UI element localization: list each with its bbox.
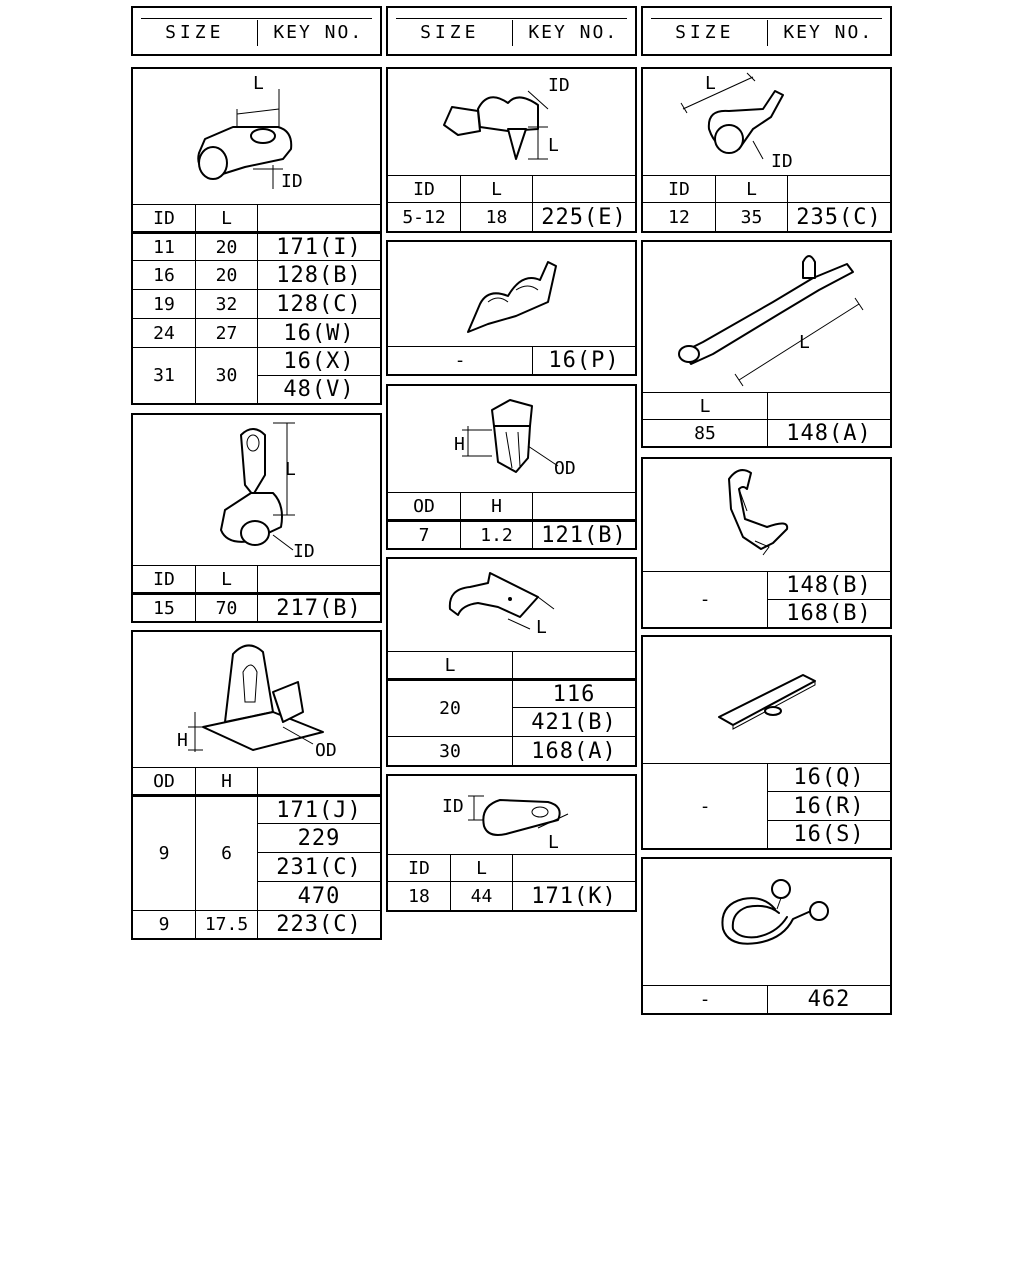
cell-key: 171(K) <box>512 881 635 910</box>
header-col3 <box>641 6 892 56</box>
dim-l-label: L <box>536 617 547 638</box>
dim-h-label: H <box>454 434 465 455</box>
col-head-l: L <box>643 392 767 419</box>
cell-l: 44 <box>450 881 512 910</box>
col-head-od: OD <box>133 767 195 794</box>
size-label: SIZE <box>420 22 480 43</box>
header-col1 <box>131 6 382 56</box>
clip-drawing <box>388 69 635 175</box>
col-head-h: H <box>460 492 532 519</box>
clip-panel-10 <box>641 240 892 448</box>
clip-panel-13 <box>641 857 892 1015</box>
cell-l: 70 <box>195 592 257 621</box>
clip-drawing <box>388 242 635 346</box>
clip-drawing <box>133 415 380 565</box>
clip-drawing <box>133 632 380 767</box>
cell-key: 231(C) <box>257 852 380 881</box>
cell-key: 16(R) <box>767 791 890 820</box>
col-head-id: ID <box>388 175 460 202</box>
clip-drawing <box>388 559 635 651</box>
col-head-l: L <box>460 175 532 202</box>
cell-l: 32 <box>195 289 257 318</box>
cell-key: 168(B) <box>767 599 890 627</box>
clip-panel-3 <box>131 630 382 940</box>
col-head-l: L <box>450 854 512 881</box>
clip-panel-1 <box>131 67 382 405</box>
col-head-l: L <box>388 651 512 678</box>
size-label: SIZE <box>675 22 735 43</box>
key-label: KEY NO. <box>273 22 364 43</box>
col-head-key <box>257 565 380 592</box>
dim-l-label: L <box>285 459 296 480</box>
cell-key: 16(Q) <box>767 763 890 791</box>
col-head-id: ID <box>643 175 715 202</box>
cell-key: 223(C) <box>257 910 380 938</box>
cell-size: - <box>643 571 767 627</box>
cell-id: 19 <box>133 289 195 318</box>
cell-key: 128(C) <box>257 289 380 318</box>
col-head-key <box>257 767 380 794</box>
dim-id-label: ID <box>548 75 570 96</box>
clip-panel-8 <box>386 774 637 912</box>
cell-od: 9 <box>133 794 195 910</box>
dim-id-label: ID <box>442 796 464 817</box>
col-head-key <box>257 204 380 231</box>
cell-size: - <box>388 346 532 374</box>
col-head-id: ID <box>133 204 195 231</box>
cell-id: 31 <box>133 347 195 403</box>
clip-drawing <box>643 859 890 985</box>
clip-drawing <box>643 459 890 571</box>
cell-key: 48(V) <box>257 375 380 403</box>
key-label: KEY NO. <box>528 22 619 43</box>
cell-size: - <box>643 763 767 848</box>
cell-id: 24 <box>133 318 195 347</box>
cell-key: 168(A) <box>512 736 635 765</box>
dim-l-label: L <box>799 332 810 353</box>
col-head-id: ID <box>388 854 450 881</box>
clip-drawing <box>388 386 635 492</box>
cell-l: 20 <box>195 231 257 260</box>
clip-panel-9 <box>641 67 892 233</box>
cell-l: 35 <box>715 202 787 231</box>
cell-h: 17.5 <box>195 910 257 938</box>
clip-drawing <box>643 637 890 763</box>
cell-size: - <box>643 985 767 1013</box>
cell-key: 171(J) <box>257 794 380 823</box>
cell-key: 128(B) <box>257 260 380 289</box>
dim-l-label: L <box>705 73 716 94</box>
cell-key: 16(X) <box>257 347 380 375</box>
cell-id: 18 <box>388 881 450 910</box>
col-head-l: L <box>715 175 787 202</box>
clip-drawing <box>388 776 635 854</box>
cell-id: 12 <box>643 202 715 231</box>
dim-id-label: ID <box>281 171 303 192</box>
cell-h: 1.2 <box>460 519 532 548</box>
cell-key: 171(I) <box>257 231 380 260</box>
col-head-key <box>767 392 890 419</box>
col-head-od: OD <box>388 492 460 519</box>
col-head-l: L <box>195 204 257 231</box>
clip-panel-2 <box>131 413 382 623</box>
col-head-key <box>787 175 890 202</box>
cell-h: 6 <box>195 794 257 910</box>
dim-id-label: ID <box>293 541 315 562</box>
clip-panel-12 <box>641 635 892 850</box>
clip-panel-4 <box>386 67 637 233</box>
dim-l-label: L <box>548 832 559 853</box>
cell-od: 7 <box>388 519 460 548</box>
dim-od-label: OD <box>315 740 337 761</box>
dim-h-label: H <box>177 730 188 751</box>
col-head-h: H <box>195 767 257 794</box>
cell-key: 16(P) <box>532 346 635 374</box>
clip-drawing <box>133 69 380 204</box>
cell-id: 5-12 <box>388 202 460 231</box>
dim-l-label: L <box>253 73 264 94</box>
clip-drawing <box>643 242 890 392</box>
cell-key: 421(B) <box>512 707 635 736</box>
col-head-l: L <box>195 565 257 592</box>
cell-key: 229 <box>257 823 380 852</box>
clip-panel-11 <box>641 457 892 629</box>
dim-od-label: OD <box>554 458 576 479</box>
col-head-key <box>532 175 635 202</box>
clip-panel-7 <box>386 557 637 767</box>
size-label: SIZE <box>165 22 225 43</box>
cell-l: 20 <box>195 260 257 289</box>
cell-l: 30 <box>195 347 257 403</box>
cell-key: 16(S) <box>767 820 890 848</box>
cell-od: 9 <box>133 910 195 938</box>
cell-key: 116 <box>512 678 635 707</box>
cell-l: 30 <box>388 736 512 765</box>
cell-id: 15 <box>133 592 195 621</box>
cell-key: 225(E) <box>532 202 635 231</box>
clip-panel-6 <box>386 384 637 550</box>
key-label: KEY NO. <box>783 22 874 43</box>
cell-key: 217(B) <box>257 592 380 621</box>
clip-drawing <box>643 69 890 175</box>
header-col2 <box>386 6 637 56</box>
col-head-key <box>512 854 635 881</box>
cell-key: 148(A) <box>767 419 890 446</box>
dim-l-label: L <box>548 135 559 156</box>
clip-panel-5 <box>386 240 637 376</box>
cell-key: 148(B) <box>767 571 890 599</box>
col-head-key <box>512 651 635 678</box>
cell-key: 235(C) <box>787 202 890 231</box>
cell-key: 16(W) <box>257 318 380 347</box>
cell-key: 121(B) <box>532 519 635 548</box>
cell-l: 20 <box>388 678 512 736</box>
cell-l: 85 <box>643 419 767 446</box>
cell-id: 11 <box>133 231 195 260</box>
cell-key: 470 <box>257 881 380 910</box>
cell-key: 462 <box>767 985 890 1013</box>
cell-id: 16 <box>133 260 195 289</box>
col-head-id: ID <box>133 565 195 592</box>
dim-id-label: ID <box>771 151 793 172</box>
cell-l: 18 <box>460 202 532 231</box>
col-head-key <box>532 492 635 519</box>
cell-l: 27 <box>195 318 257 347</box>
